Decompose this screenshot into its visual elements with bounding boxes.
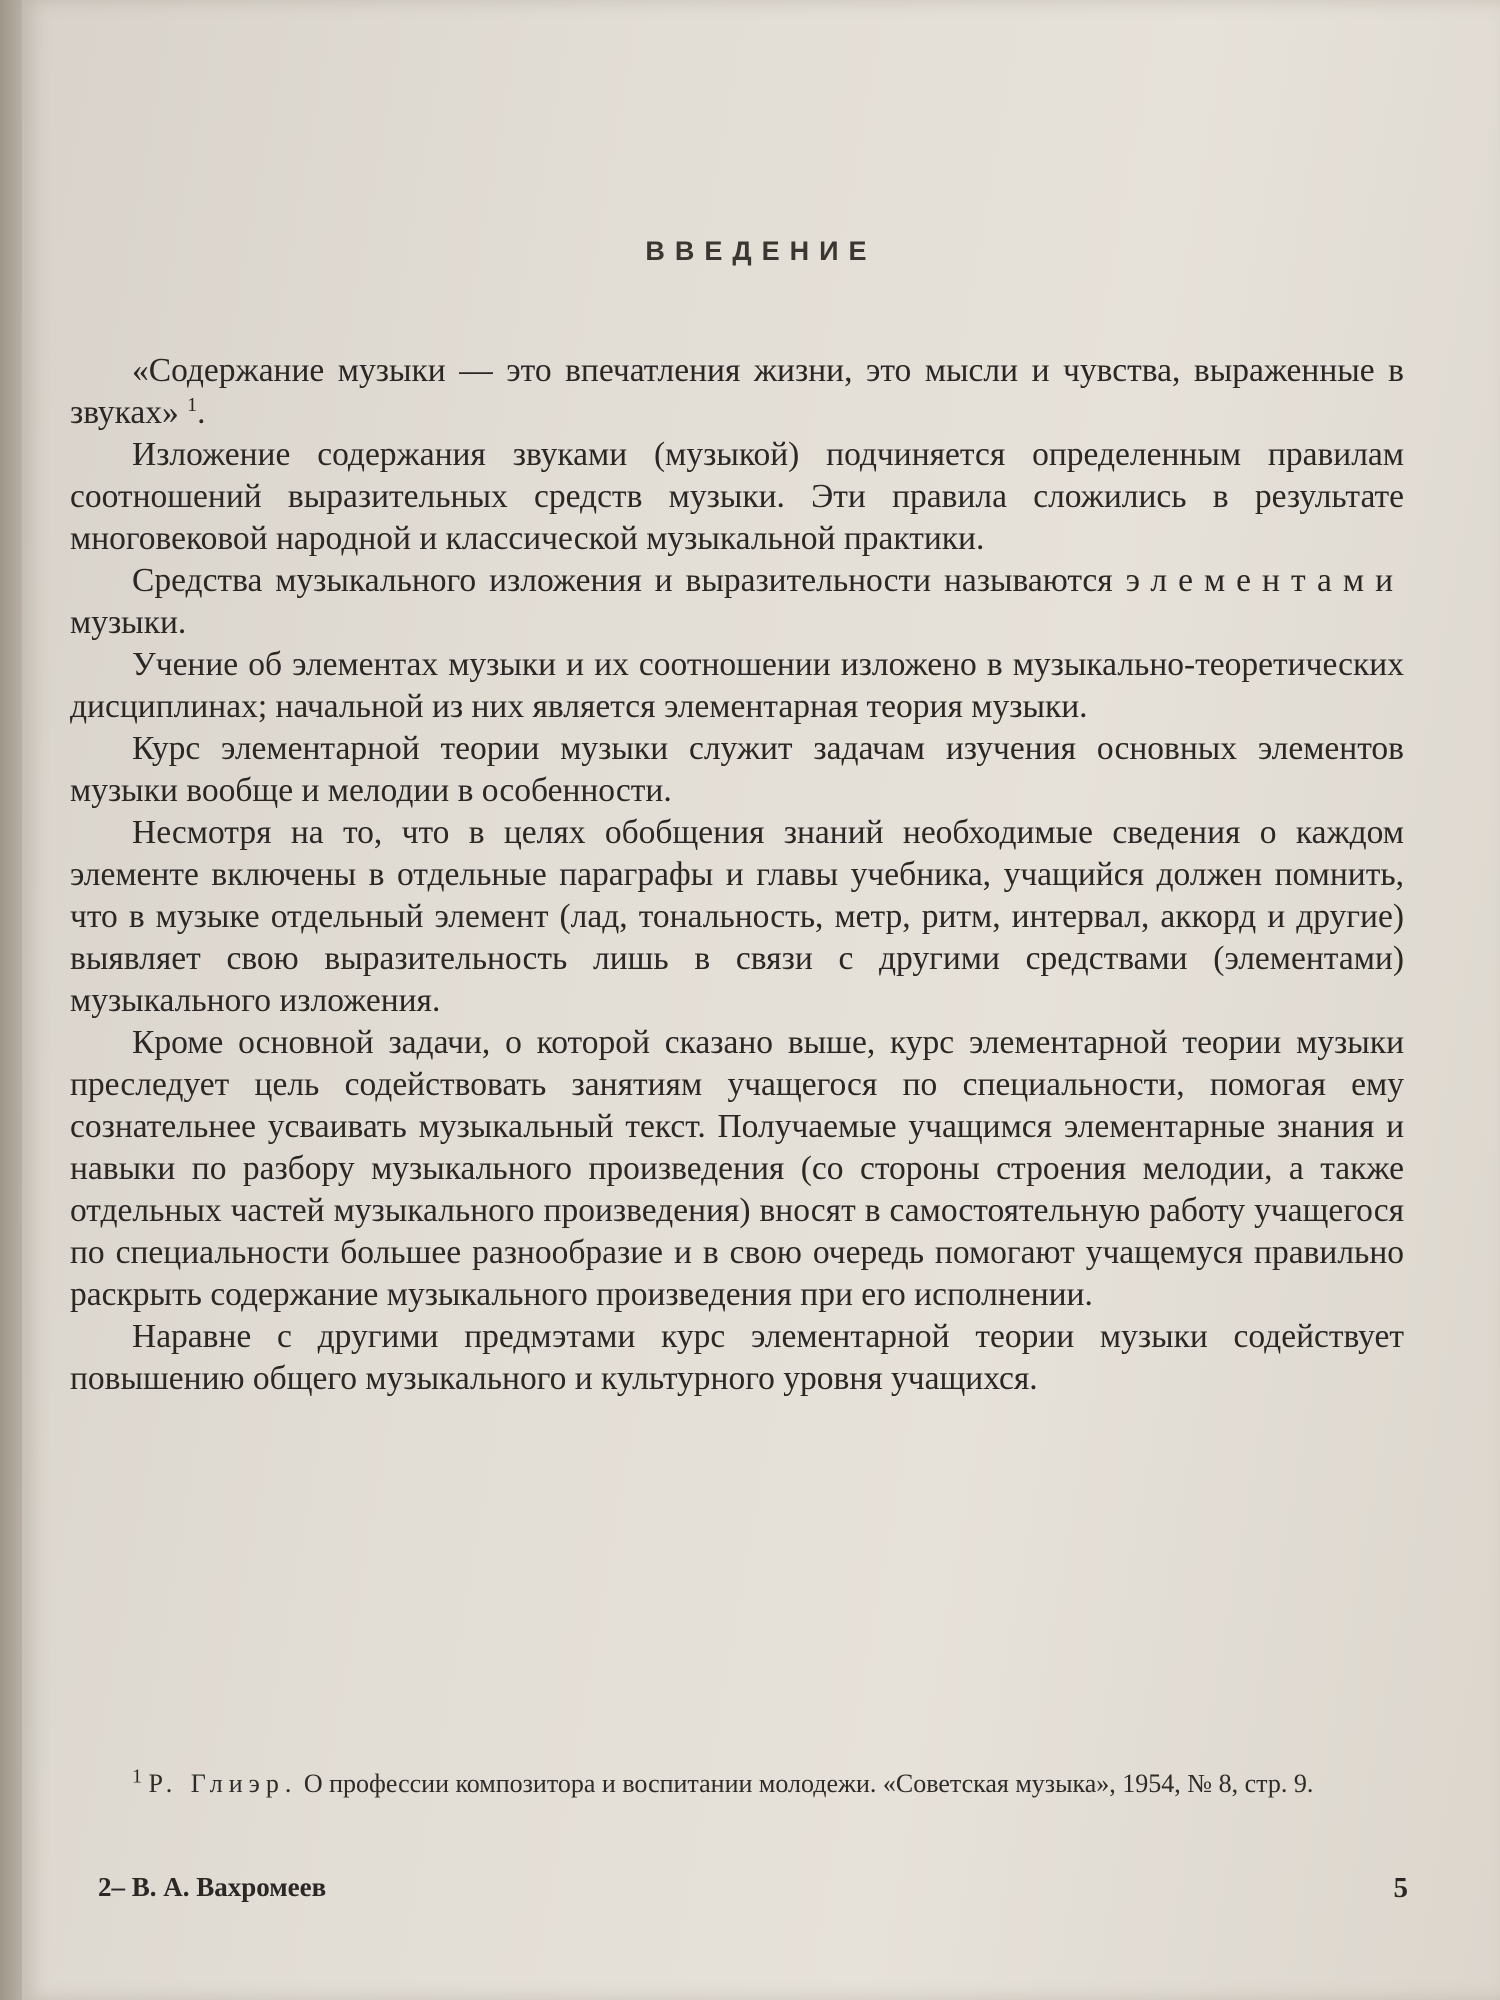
paragraph-3 [70,560,1404,644]
paragraph-3-before: Средства музыкального изложения и выразительности называются [132,562,1113,599]
paragraph-5: Курс элементарной теории музыки служит задачам изучения основных элементов музыки вообще и мелодии в особенности. [70,730,1404,809]
paragraph-1 [70,350,1404,434]
paragraph-8: Наравне с другими предмэтами курс элементарной теории музыки содействует повышению общего музыкального и культурного уровня учащихся. [70,1318,1404,1397]
binding-gutter [0,0,22,2000]
paragraph-2: Изложение содержания звуками (музыкой) подчиняется определенным правилам соотношений выразительных средств музыки. Эти правила сложились в результате многовековой народной и классической музыкальной практики. [70,436,1404,557]
paragraph-3-after: музыки. [70,604,187,641]
paragraph-6: Несмотря на то, что в целях обобщения знаний необходимые сведения о каждом элементе включены в отдельные параграфы и главы учебника, учащийся должен помнить, что в музыке отдельный элемент (лад, тональность, метр, ритм, интервал, аккорд и другие) выявляет свою выразительность лишь в связи с другими средствами (элементами) музыкального изложения. [70,814,1404,1019]
footnote-author: Р. Глиэр. [148,1769,298,1798]
paragraph-1-text: «Содержание музыки — это впечатления жизни, это мысли и чувства, выраженные в звуках» [70,352,1404,431]
footnote-text: О профессии композитора и воспитании молодежи. «Советская музыка», 1954, № 8, стр. 9. [303,1769,1314,1798]
footnote [70,1766,1404,1802]
footnote-ref[interactable]: 1 [187,393,198,416]
paragraph-7: Кроме основной задачи, о которой сказано выше, курс элементарной теории музыки преследует цель содействовать занятиям учащегося по специальности, помогая ему сознательнее усваивать музыкальный текст. Получаемые учащимся элементарные знания и навыки по разбору музыкального произведения (со стороны строения мелодии, а также отдельных частей музыкального произведения) вносят в самостоятельную работу учащегося по специальности большее разнообразие и в свою очередь помогают учащемуся правильно раскрыть содержание музыкального произведения при его исполнении. [70,1024,1404,1313]
body-text [70,350,1404,1400]
paragraph-4: Учение об элементах музыки и их соотношении изложено в музыкально-теоретических дисциплинах; начальной из них является элементарная теория музыки. [70,646,1404,725]
paragraph-1-end: . [197,394,206,431]
emphasis-elements: элементами [1125,562,1404,599]
page-title: ВВЕДЕНИЕ [645,236,877,266]
page-number: 5 [1393,1872,1408,1904]
footnote-marker: 1 [132,1765,142,1788]
printer-signature: 2– В. А. Вахромеев [98,1872,327,1902]
book-page [22,0,1500,2000]
